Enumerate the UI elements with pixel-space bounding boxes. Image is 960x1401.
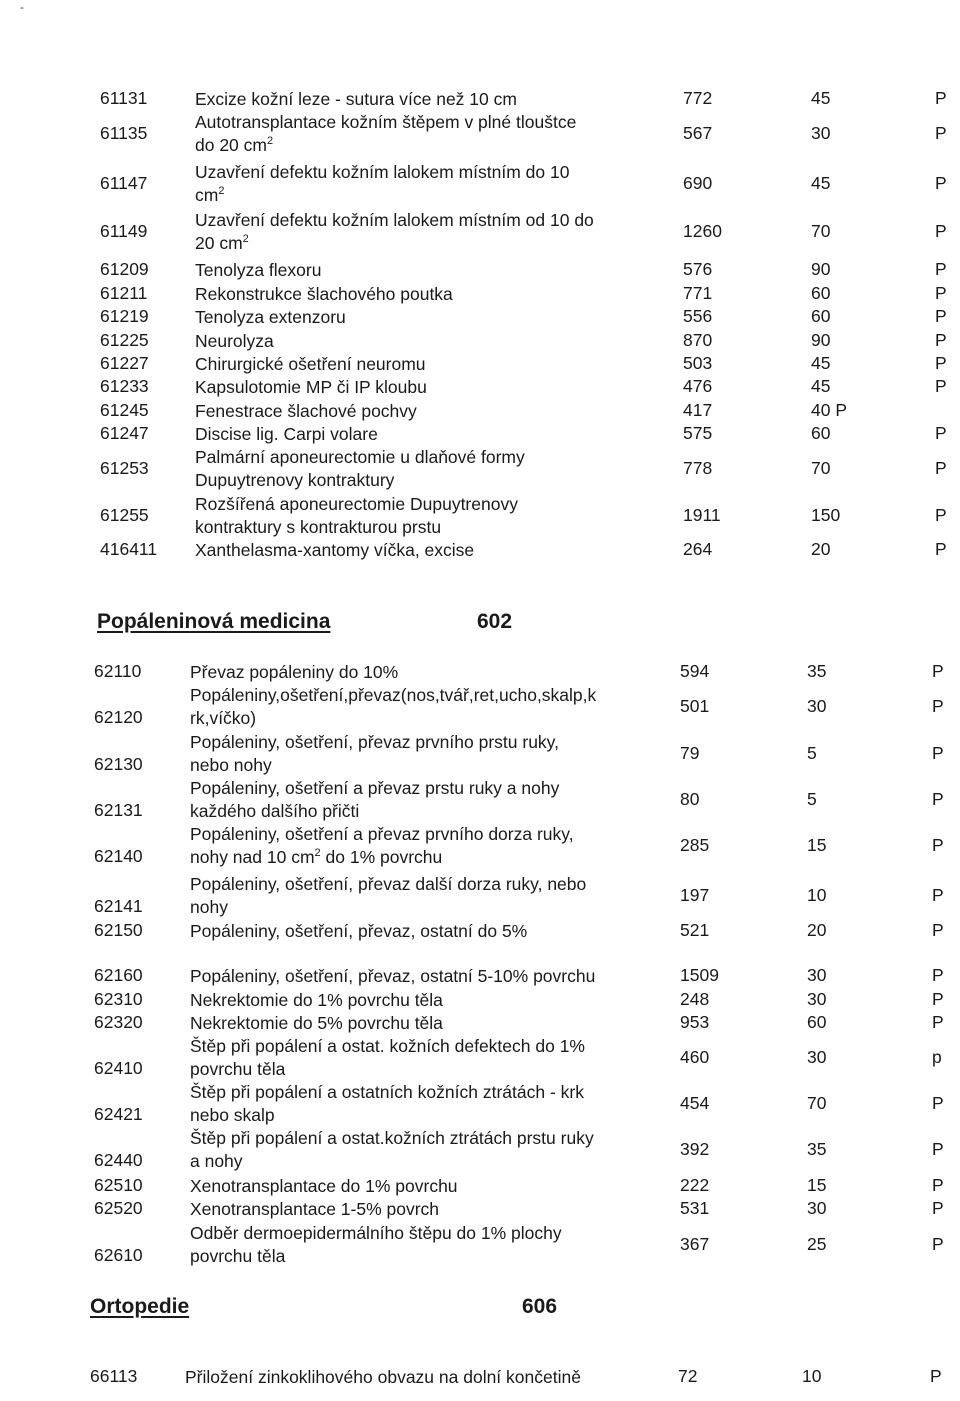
table-row (0, 1035, 960, 1081)
superscript-exponent: 2 (242, 233, 249, 245)
procedure-description (190, 1175, 458, 1198)
description-line: Kapsulotomie MP či IP kloubu (195, 377, 427, 397)
table-row (0, 376, 960, 399)
table-row (0, 283, 960, 306)
points-value: 79 (680, 742, 700, 763)
table-row (0, 400, 960, 423)
procedure-description (195, 209, 594, 255)
description-line: Chirurgické ošetření neuromu (195, 354, 426, 374)
category-value: P (935, 306, 947, 326)
table-row (0, 209, 960, 255)
procedure-description (190, 823, 574, 869)
description-line: Uzavření defektu kožním lalokem místním do 10 (195, 162, 570, 182)
points-value: 222 (680, 1175, 710, 1195)
table-row (0, 684, 960, 730)
table-row (0, 306, 960, 329)
time-value: 70 (807, 1092, 827, 1113)
category-value: P (932, 1233, 944, 1254)
table-row (0, 1222, 960, 1268)
category-value: P (935, 504, 947, 525)
description-line: Odběr dermoepidermálního štěpu do 1% plochy (190, 1223, 562, 1243)
time-value: 35 (807, 1138, 827, 1159)
category-value: P (932, 1175, 944, 1195)
time-value: 30 (807, 965, 827, 985)
procedure-description (195, 400, 417, 423)
table-row (0, 1081, 960, 1127)
description-line: každého dalšího přičti (190, 801, 360, 821)
table-row (0, 111, 960, 157)
procedure-description (190, 989, 443, 1012)
description-line: a nohy (190, 1151, 243, 1171)
time-value: 60 (811, 283, 831, 303)
procedure-code: 62140 (94, 846, 143, 866)
points-value: 690 (683, 172, 713, 193)
procedure-description (185, 1366, 581, 1389)
superscript-exponent: 2 (266, 135, 274, 147)
points-value: 197 (680, 884, 710, 905)
procedure-code: 62310 (94, 989, 143, 1009)
time-value: 30 (807, 695, 827, 716)
description-line: Dupuytrenovy kontraktury (195, 470, 395, 490)
procedure-description (195, 306, 346, 329)
procedure-description (190, 661, 398, 684)
procedure-code: 61245 (100, 400, 149, 420)
points-value: 531 (680, 1198, 710, 1218)
procedure-code: 416411 (100, 539, 158, 559)
category-value: P (932, 1198, 944, 1218)
category-value: P (932, 1092, 944, 1113)
points-value: 80 (680, 788, 700, 809)
description-line: nebo nohy (190, 755, 272, 775)
description-line: Štěp při popálení a ostatních kožních ztrátách - krk (190, 1082, 584, 1102)
table-row (0, 989, 960, 1012)
points-value: 392 (680, 1138, 710, 1159)
description-line: Xenotransplantace 1-5% povrch (190, 1199, 440, 1219)
table-row (0, 161, 960, 207)
table-row (0, 965, 960, 988)
description-line: Tenolyza extenzoru (195, 307, 346, 327)
procedure-code: 62160 (94, 965, 143, 985)
category-value: P (932, 884, 944, 905)
points-value: 567 (683, 122, 713, 143)
table-row (0, 1127, 960, 1173)
points-value: 870 (683, 330, 713, 350)
category-value: p (932, 1046, 942, 1067)
time-value: 25 (807, 1233, 827, 1254)
procedure-code: 61227 (100, 353, 149, 373)
description-line: $cm^2$ (195, 185, 225, 205)
category-value: P (935, 172, 947, 193)
category-value: P (932, 742, 944, 763)
procedure-description (190, 873, 586, 919)
procedure-description (195, 161, 569, 207)
procedure-description (190, 1127, 594, 1173)
points-value: 248 (680, 989, 710, 1009)
time-value: 15 (807, 834, 827, 855)
category-value: P (935, 353, 947, 373)
procedure-code: 62520 (94, 1198, 143, 1218)
category-value: P (935, 220, 947, 241)
table-row (0, 661, 960, 684)
time-value: 30 (811, 122, 831, 143)
time-value: 30 (807, 1046, 827, 1067)
time-value: 45 (811, 353, 831, 373)
description-line: nebo skalp (190, 1105, 275, 1125)
points-value: 460 (680, 1046, 710, 1067)
description-line: Tenolyza flexoru (195, 260, 322, 280)
time-value: 45 (811, 88, 831, 108)
procedure-code: 62141 (94, 896, 143, 916)
procedure-description (195, 446, 525, 492)
category-value: P (932, 965, 944, 985)
description-line: Štěp při popálení a ostat. kožních defektech do 1% (190, 1036, 585, 1056)
category-value: P (932, 661, 944, 681)
procedure-code: 62131 (94, 800, 143, 820)
points-value: 1509 (680, 965, 719, 985)
points-value: 556 (683, 306, 713, 326)
table-row (0, 423, 960, 446)
time-value: 5 (807, 788, 817, 809)
description-line: Popáleniny,ošetření,převaz(nos,tvář,ret,ucho,skalp,k (190, 685, 597, 705)
corner-mark: - (20, 0, 24, 14)
procedure-description (190, 1081, 584, 1127)
superscript-exponent: 2 (218, 185, 225, 197)
table-row (0, 446, 960, 492)
table-row (0, 1012, 960, 1035)
description-line: nohy (190, 897, 228, 917)
time-value: 40 P (811, 400, 847, 420)
time-value: 60 (811, 423, 831, 443)
procedure-description (190, 920, 527, 943)
description-line: Přiložení zinkoklihového obvazu na dolní končetině (185, 1367, 581, 1387)
points-value: 454 (680, 1092, 710, 1113)
description-line: Popáleniny, ošetření a převaz prvního dorza ruky, (190, 824, 574, 844)
time-value: 5 (807, 742, 817, 763)
points-value: 367 (680, 1233, 710, 1254)
section-number-ortho: 606 (522, 1295, 558, 1318)
time-value: 90 (811, 330, 831, 350)
points-value: 771 (683, 283, 713, 303)
section-title-burns: Popáleninová medicina (97, 610, 331, 633)
points-value: 1911 (683, 504, 721, 525)
procedure-description (195, 330, 274, 353)
category-value: P (932, 1138, 944, 1159)
procedure-code: 61211 (100, 283, 148, 303)
category-value: P (935, 122, 947, 143)
description-line: povrchu těla (190, 1246, 286, 1266)
time-value: 45 (811, 172, 831, 193)
procedure-code: 62150 (94, 920, 143, 940)
category-value: P (932, 1012, 944, 1032)
time-value: 10 (807, 884, 827, 905)
procedure-description (195, 353, 426, 376)
description-line: Excize kožní leze - sutura více než 10 cm (195, 89, 517, 109)
points-value: 594 (680, 661, 710, 681)
points-value: 772 (683, 88, 713, 108)
description-line: kontraktury s kontrakturou prstu (195, 517, 442, 537)
procedure-description (195, 493, 518, 539)
table-row (0, 353, 960, 376)
points-value: 576 (683, 259, 713, 279)
points-value: 953 (680, 1012, 710, 1032)
description-line: Rozšířená aponeurectomie Dupuytrenovy (195, 494, 518, 514)
description-line: Rekonstrukce šlachového poutka (195, 284, 453, 304)
procedure-description (190, 684, 596, 730)
points-value: 575 (683, 423, 713, 443)
procedure-code: 62610 (94, 1245, 143, 1265)
time-value: 20 (807, 920, 827, 940)
description-line: Fenestrace šlachové pochvy (195, 401, 417, 421)
points-value: 778 (683, 457, 713, 478)
procedure-description (195, 539, 474, 562)
table-row (0, 259, 960, 282)
procedure-code: 61225 (100, 330, 149, 350)
procedure-code: 61209 (100, 259, 149, 279)
table-row (0, 731, 960, 777)
points-value: 501 (680, 695, 710, 716)
table-row (0, 1175, 960, 1198)
procedure-code: 61131 (100, 88, 148, 108)
time-value: 30 (807, 1198, 827, 1218)
description-line: Popáleniny, ošetření, převaz prvního prstu ruky, (190, 732, 559, 752)
table-row (0, 330, 960, 353)
superscript-exponent: 2 (314, 847, 321, 859)
points-value: 1260 (683, 220, 722, 241)
category-value: P (935, 88, 947, 108)
procedure-code: 61247 (100, 423, 149, 443)
description-line: Uzavření defektu kožním lalokem místním od 10 do (195, 210, 594, 230)
description-line: rk,víčko) (190, 708, 257, 728)
procedure-description (195, 376, 427, 399)
description-line: Popáleniny, ošetření, převaz, ostatní 5-10% povrchu (190, 966, 596, 986)
category-value: P (935, 283, 947, 303)
description-line: Štěp při popálení a ostat.kožních ztrátách prstu ruky (190, 1128, 594, 1148)
description-line: Discise lig. Carpi volare (195, 424, 378, 444)
description-line: Popáleniny, ošetření, převaz, ostatní do 5% (190, 921, 528, 941)
table-row (0, 823, 960, 869)
procedure-code: 61135 (100, 122, 148, 143)
description-line: Xenotransplantace do 1% povrchu (190, 1176, 458, 1196)
time-value: 150 (811, 504, 841, 525)
description-line: Palmární aponeurectomie u dlaňové formy (195, 447, 525, 467)
description-line: 20 $cm^2$ (195, 233, 249, 253)
procedure-description (195, 423, 378, 446)
category-value: P (935, 259, 947, 279)
time-value: 30 (807, 989, 827, 1009)
procedure-description (195, 283, 453, 306)
table-row (0, 88, 960, 111)
points-value: 285 (680, 834, 710, 855)
points-value: 521 (680, 920, 710, 940)
table-row (0, 539, 960, 562)
section-number-burns: 602 (477, 610, 513, 633)
procedure-description (190, 777, 559, 823)
category-value: P (935, 539, 947, 559)
points-value: 72 (678, 1366, 698, 1386)
description-tail: do 1% povrchu (320, 847, 443, 867)
procedure-description (190, 1222, 562, 1268)
procedure-description (190, 1198, 439, 1221)
procedure-code: 61255 (100, 504, 149, 525)
description-line: Xanthelasma-xantomy víčka, excise (195, 540, 475, 560)
time-value: 45 (811, 376, 831, 396)
time-value: 60 (811, 306, 831, 326)
table-row (0, 1198, 960, 1221)
procedure-code: 61253 (100, 457, 149, 478)
procedure-code: 62440 (94, 1150, 143, 1170)
procedure-code: 61147 (100, 172, 148, 193)
time-value: 10 (802, 1366, 822, 1386)
points-value: 503 (683, 353, 713, 373)
time-value: 15 (807, 1175, 827, 1195)
description-line: Popáleniny, ošetření a převaz prstu ruky a nohy (190, 778, 560, 798)
procedure-code: 62120 (94, 707, 143, 727)
procedure-code: 62130 (94, 754, 143, 774)
table-row (0, 920, 960, 943)
table-row (0, 493, 960, 539)
procedure-code: 62320 (94, 1012, 143, 1032)
procedure-code: 61219 (100, 306, 149, 326)
table-row (0, 1366, 960, 1389)
table-row (0, 777, 960, 823)
description-line: Popáleniny, ošetření, převaz další dorza ruky, nebo (190, 874, 587, 894)
table-row (0, 873, 960, 919)
procedure-description (190, 731, 559, 777)
category-value: P (935, 376, 947, 396)
procedure-code: 62510 (94, 1175, 143, 1195)
procedure-description (195, 88, 517, 111)
time-value: 70 (811, 220, 831, 241)
points-value: 264 (683, 539, 713, 559)
procedure-code: 66113 (90, 1366, 138, 1386)
procedure-description (190, 1012, 443, 1035)
time-value: 70 (811, 457, 831, 478)
procedure-description (195, 111, 576, 157)
procedure-code: 62410 (94, 1058, 143, 1078)
time-value: 90 (811, 259, 831, 279)
procedure-code: 62421 (94, 1104, 143, 1124)
category-value: P (932, 834, 944, 855)
category-value: P (930, 1366, 942, 1386)
category-value: P (935, 423, 947, 443)
category-value: P (935, 330, 947, 350)
description-line: Nekrektomie do 1% povrchu těla (190, 990, 443, 1010)
description-line: Autotransplantace kožním štěpem v plné tlouštce (195, 112, 577, 132)
procedure-description (190, 965, 595, 988)
description-line: povrchu těla (190, 1059, 286, 1079)
description-line: do 20 $cm^2$ (195, 135, 274, 155)
description-line: Neurolyza (195, 331, 274, 351)
category-value: P (932, 788, 944, 809)
procedure-description (195, 259, 321, 282)
category-value: P (932, 695, 944, 716)
category-value: P (932, 920, 944, 940)
procedure-code: 61149 (100, 220, 148, 241)
time-value: 60 (807, 1012, 827, 1032)
description-line: nohy nad 10 $cm^2$ do 1% povrchu (190, 847, 443, 867)
points-value: 417 (683, 400, 713, 420)
description-line: Převaz popáleniny do 10% (190, 662, 399, 682)
procedure-code: 62110 (94, 661, 142, 681)
time-value: 20 (811, 539, 831, 559)
procedure-description (190, 1035, 585, 1081)
category-value: P (932, 989, 944, 1009)
time-value: 35 (807, 661, 827, 681)
points-value: 476 (683, 376, 713, 396)
description-line: Nekrektomie do 5% povrchu těla (190, 1013, 443, 1033)
procedure-code: 61233 (100, 376, 149, 396)
section-title-ortho: Ortopedie (90, 1295, 190, 1318)
category-value: P (935, 457, 947, 478)
